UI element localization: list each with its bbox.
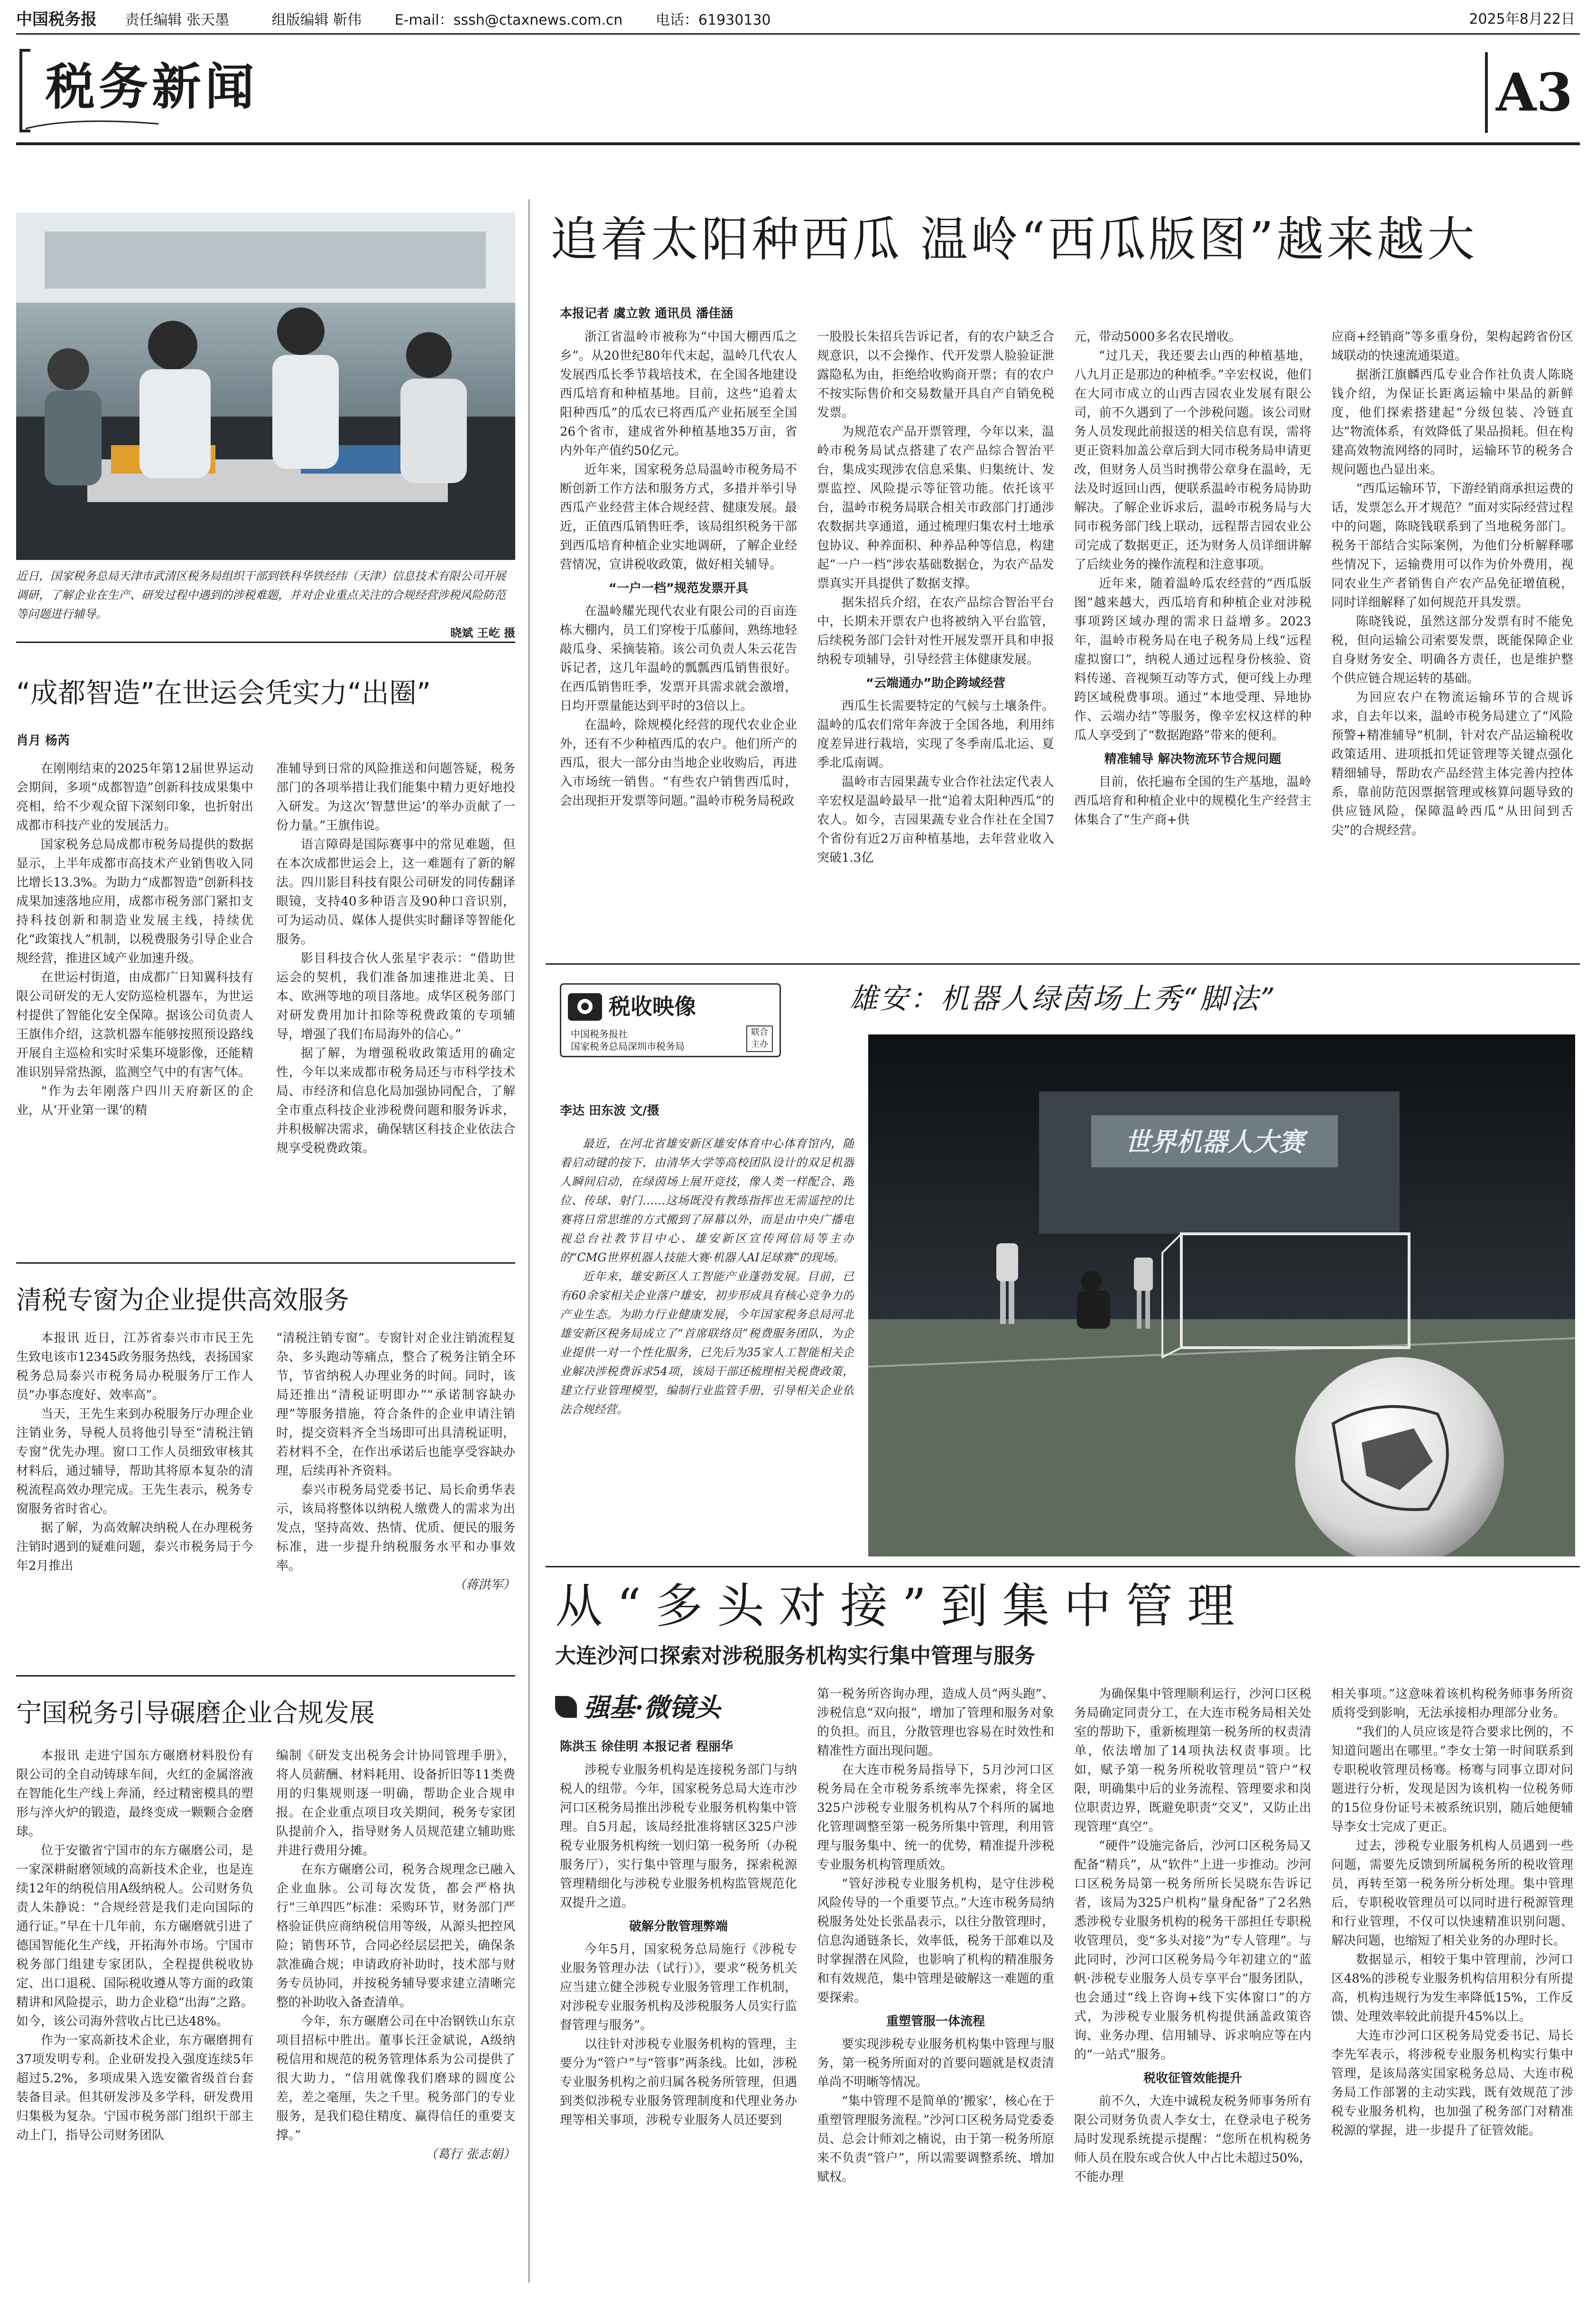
paragraph: 最近，在河北省雄安新区雄安体育中心体育馆内，随着启动键的按下，由清华大学等高校团队设计的双足机器人瞬间启动，在绿茵场上展开竞技，像人类一样配合、跑位、传球、射门……这场既没有教练指挥也无需遥控的比赛将日常思维的方式搬到了屏幕以外，而是由中央广播电视总台社教节目中心、雄安新区宣传网信局等主办的“CMG世界机器人技能大赛·机器人AI足球赛”的现场。 (560, 1137, 854, 1264)
paragraph: 泰兴市税务局党委书记、局长俞勇华表示，该局将整体以纳税人缴费人的需求为出发点，坚持高效、热情、优质、便民的服务标准，进一步提升纳税服务水平和办事效率。 (276, 1483, 515, 1573)
paragraph: 编制《研发支出税务会计协同管理手册》，将人员薪酬、材料耗用、设备折旧等11类费用的归集规则逐一明确，帮助企业合规申报。在企业重点项目攻关期间，税务专家团队提前介入，指导财务人员规范建立辅助账并进行费用分摊。 (276, 1749, 515, 1858)
paragraph: 据了解，为增强税收政策适用的确定性，今年以来成都市税务局还与市科学技术局、市经济和信息化局加强协同配合，了解全市重点科技企业涉税费问题和服务诉求，并积极解决需求，确保辖区科技企业依法合规享受税费政策。 (276, 1046, 515, 1155)
dalian-col2 (817, 1685, 1054, 2282)
paragraph: 要实现涉税专业服务机构集中管理与服务，第一税务所面对的首要问题就是权责清单尚不明晰等情况。 (817, 2037, 1054, 2089)
paragraph: 今年5月，国家税务总局施行《涉税专业服务管理办法（试行）》，要求“税务机关应当建立健全涉税专业服务管理工作机制，对涉税专业服务机构及涉税服务人员实行监督管理与服务”。 (560, 1942, 797, 2032)
photo-column-byline: 李达 田东波 文/摄 (560, 1104, 659, 1118)
photo-column-badge (560, 983, 781, 1057)
paragraph: 过去，涉税专业服务机构人员遇到一些问题，需要先反馈到所属税务所的税收管理员，再转至第一税务所分析处理。集中管理后，专职税收管理员可以同时进行税源管理和行业管理，不仅可以快速精准识别问题、解决问题，也缩短了相关业务的办理时长。 (1331, 1839, 1573, 1948)
main-subhead-3: 精准辅导 解决物流环节合规问题 (1104, 752, 1281, 766)
paragraph: “集中管理不是简单的‘搬家’，核心在于重塑管理服务流程。”沙河口区税务局党委委员、总会计师刘之楠说，由于第一税务所原来不负责“管户”，所以需要调整系统、增加赋权。 (817, 2094, 1054, 2184)
paragraph: 在大连市税务局指导下，5月沙河口区税务局在全市税务系统率先探索，将全区325户涉税专业服务机构从7个科所的属地化管理调整至第一税务所集中管理，利用管理与服务集中、统一的优势，精准提升涉税专业服务机构管理质效。 (817, 1763, 1054, 1872)
main-col2 (817, 327, 1054, 954)
paragraph: 在东方碾磨公司，税务合规理念已融入企业血脉。公司每次发货，都会严格执行“三单四匹”标准：采购环节，财务部门严格验证供应商纳税信用等级，从源头把控风险；销售环节，合同必经层层把关，确保条款准确合规；申请政府补助时，技术部与财务专员协同，并按税务辅导要求建立清晰完整的补助收入备查清单。 (276, 1863, 515, 2010)
paragraph: 浙江省温岭市被称为“中国大棚西瓜之乡”。从20世纪80年代末起，温岭几代农人发展西瓜长季节栽培技术，在全国各地建设西瓜培育和种植基地。目前，这些“追着太阳种西瓜”的瓜农已将西瓜产业拓展至全国26个省市，建成省外种植基地35万亩，省内外年产值约50亿元。 (560, 330, 797, 458)
paragraph: 近年来，雄安新区人工智能产业蓬勃发展。目前，已有60余家相关企业落户雄安，初步形成具有核心竞争力的产业生态。为助力行业健康发展，今年国家税务总局河北雄安新区税务局成立了“首席联络员”税费服务团队，为企业提供一对一个性化服务，已先后为35家人工智能相关企业解决涉税费诉求54项，该局干部还梳理相关税费政策，建立行业管理模型，编制行业监管手册，引导相关企业依法合规经营。 (560, 1270, 854, 1416)
photo-column-label: 税收映像 (609, 994, 696, 1019)
joint-host-stamp: 联合主办 (746, 1025, 773, 1052)
paragraph: “我们的人员应该是符合要求比例的，不知道问题出在哪里。”李女士第一时间联系到专职税收管理员杨骞。杨骞与同事立即对问题进行分析，发现是因为该机构一位税务师的15位身份证号未被系统识别，随后她便辅导李女士完成了更正。 (1331, 1725, 1573, 1834)
ningguo-col1 (16, 1746, 253, 2278)
main-subhead-1: “一户一档”规范发票开具 (608, 581, 749, 596)
paragraph: 在刚刚结束的2025年第12届世界运动会期间，多项“成都智造”创新科技成果集中亮相，给不少观众留下深刻印象，也折射出成都市科技产业的发展活力。 (16, 762, 253, 833)
rule-main-bottom (546, 963, 1580, 965)
rule-left-3 (16, 1675, 515, 1677)
chengdu-title: “成都智造”在世运会凭实力“出圈” (16, 677, 431, 709)
layout-editor-credit: 组版编辑 靳伟 (271, 12, 362, 28)
photo-tianjin-caption (16, 567, 515, 643)
paragraph: 国家税务总局成都市税务局提供的数据显示，上半年成都市高技术产业销售收入同比增长13.3%。为助力“成都智造”创新科技成果加速落地应用，成都市税务部门紧扣支持科技创新和制造业发展主线，持续优化“政策找人”机制，以税费服务引导企业合规经营，推进区域产业加速升级。 (16, 838, 253, 966)
paragraph: 目前，依托遍布全国的生产基地，温岭西瓜培育和种植企业中的规模化生产经营主体集合了“生产商+供 (1074, 775, 1311, 827)
paragraph: 西瓜生长需要特定的气候与土壤条件。温岭的瓜农们常年奔波于全国各地，利用纬度差异进行栽培，实现了冬季南瓜北运、夏季北瓜南调。 (817, 699, 1054, 770)
main-subhead-2: “云端通办”助企跨域经营 (865, 676, 1006, 690)
paragraph: 前不久，大连中诚税友税务师事务所有限公司财务负责人李女士，在登录电子税务局时发现系统提示提醒：“您所在机构税务师人员在股东或合伙人中占比未超过50%，不能办理 (1074, 2094, 1311, 2184)
dalian-subhead-1: 破解分散管理弊端 (629, 1919, 728, 1934)
rule-left-2 (16, 1262, 515, 1264)
paragraph: 为规范农产品开票管理，今年以来，温岭市税务局试点搭建了农产品综合智治平台，集成实现涉农信息采集、归集统计、发票监控、风险提示等征管功能。依托该平台，温岭市税务局联合相关市政部门打通涉农数据共享通道，通过梳理归集农村土地承包协议、种养面积、种养品种等信息，构建起“一户一档”涉农基础数据仓，为农产品发票真实开具提供了数据支撑。 (817, 425, 1054, 591)
chengdu-col2 (276, 759, 515, 1234)
paragraph: 据浙江旗麟西瓜专业合作社负责人陈晓钱介绍，为保证长距离运输中果品的新鲜度，他们探索搭建起“分级包装、冷链直达”物流体系，有效降低了果品损耗。但在构建高效物流网络的同时，运输环节的税务合规问题也凸显出来。 (1331, 368, 1573, 477)
paper-name: 中国税务报 (16, 10, 97, 29)
dalian-subhead-2: 重塑管服一体流程 (886, 2014, 985, 2029)
dalian-column-label: 强基·微镜头 (584, 1692, 721, 1723)
section-title: 税务新闻 (46, 57, 259, 116)
dalian-headline: 从“多头对接”到集中管理 (555, 1578, 1249, 1634)
paragraph: 第一税务所咨询办理，造成人员“两头跑”、涉税信息“双向报”，增加了管理和服务对象的负担。而且，分散管理也容易在时效性和精准性方面出现问题。 (817, 1687, 1054, 1758)
paragraph: 当天，王先生来到办税服务厅办理企业注销业务，导税人员将他引导至“清税注销专窗”优先办理。窗口工作人员细致审核其材料后，通过辅导，帮助其将原本复杂的清税流程高效办理完成。王先生表示，税务专窗服务省时省心。 (16, 1407, 253, 1516)
page-number-box (1485, 52, 1581, 133)
dalian-col3 (1074, 1685, 1311, 2282)
paragraph: 据了解，为高效解决纳税人在办理税务注销时遇到的疑难问题，泰兴市税务局于今年2月推出 (16, 1521, 253, 1573)
paragraph: 今年，东方碾磨公司在中冶钢铁山东京项目招标中胜出。董事长汪金斌说，A级纳税信用和规范的税务管理体系为公司提供了很大助力，“信用就像我们磨球的圆度公差，差之毫厘，失之千里。税务部门的专业服务，是我们稳住精度、赢得信任的重要支撑。” (276, 2014, 515, 2143)
paragraph: 涉税专业服务机构是连接税务部门与纳税人的纽带。今年，国家税务总局大连市沙河口区税务局推出涉税专业服务机构集中管理。自5月起，该局经批准将辖区325户涉税专业服务机构统一划归第一税务所（办税服务厅），实行集中管理与服务，探索税源管理精细化与涉税专业服务机构监管规范化双提升之道。 (560, 1763, 797, 1910)
photo-tianjin-inspection (16, 213, 515, 560)
main-col1 (560, 327, 797, 954)
paragraph: 据朱招兵介绍，在农产品综合智治平台中，长期未开票农户也将被纳入平台监管，后续税务部门会针对性开展发票开具和申报纳税专项辅导，引导经营主体健康发展。 (817, 596, 1054, 667)
photo-column-title: 雄安：机器人绿茵场上秀“脚法” (849, 982, 1277, 1015)
qingshui-title: 清税专窗为企业提供高效服务 (16, 1285, 349, 1315)
paragraph: “西瓜运输环节，下游经销商承担运费的话，发票怎么开才规范？”面对实际经营过程中的问题，陈晓钱联系到了当地税务部门。税务干部结合实际案例，为他们分析解释哪些情况下，运输费用可以作为价外费用，视同农业生产者销售自产农产品免征增值税，同时详细解释了如何规范开具发票。 (1331, 482, 1573, 610)
paragraph: “硬件”设施完备后，沙河口区税务局又配备“精兵”，从“软件”上进一步推动。沙河口区税务局第一税务所所长吴晓东告诉记者，该局为325户机构“量身配备”了2名熟悉涉税专业服务机构的税务干部担任专职税收管理员，变“多头对接”为“专人管理”。与此同时，沙河口区税务局今年初建立的“蓝帆·涉税专业服务人员专享平台”服务团队，也会通过“线上咨询+线下实体窗口”的方式，为涉税专业服务机构提供涵盖政策咨询、业务办理、信用辅导、诉求响应等在内的“一站式”服务。 (1074, 1839, 1311, 2062)
paragraph: 近年来，随着温岭瓜农经营的“西瓜版图”越来越大，西瓜培育和种植企业对涉税事项跨区域办理的需求日益增多。2023年，温岭市税务局在电子税务局上线“远程虚拟窗口”，纳税人通过远程身份核验、资料传递、音视频互动等方式，便可线上办理跨区域税费事项。通过“本地受理、异地协作、云端办结”等服务，像辛宏权这样的种瓜人享受到了“数据跑路”带来的便利。 (1074, 577, 1311, 743)
main-byline: 本报记者 虞立敦 通讯员 潘佳涵 (560, 307, 733, 321)
dalian-col1 (560, 1761, 797, 2282)
screen-text: 世界机器人大赛 (1125, 1127, 1304, 1157)
camera-icon (568, 993, 602, 1021)
paragraph: 元，带动5000多名农民增收。 (1074, 330, 1242, 344)
issue-date: 2025年8月22日 (1469, 11, 1575, 28)
paragraph: 作为一家高新技术企业，东方碾磨拥有37项发明专利。企业研发投入强度连续5年超过5.2%，多项成果入选安徽省级首台套装备目录。但其研发涉及多学科，研发费用归集极为复杂。宁国市税务部门组织干部主动上门，指导公司财务团队 (16, 2033, 253, 2143)
dalian-col4 (1331, 1685, 1573, 2282)
photo-robot-football (868, 1034, 1575, 1556)
main-headline: 追着太阳种西瓜 温岭“西瓜版图”越来越大 (550, 212, 1478, 267)
editor-credit: 责任编辑 张天墨 (125, 12, 230, 28)
paragraph: 应商+经销商”等多重身份，架构起跨省份区域联动的快速流通渠道。 (1331, 330, 1573, 363)
paragraph: 语言障碍是国际赛事中的常见难题，但在本次成都世运会上，这一难题有了新的解法。四川影目科技有限公司研发的同传翻译眼镜，支持40多种语言及90种口音识别，可为运动员、媒体人提供实时翻译等智能化服务。 (276, 838, 515, 947)
paragraph: 温岭市吉园果蔬专业合作社法定代表人辛宏权是温岭最早一批“追着太阳种西瓜”的农人。如今，吉园果蔬专业合作社在全国7个省份有近2万亩种植基地，去年营业收入突破1.3亿 (817, 775, 1054, 865)
qingshui-col1 (16, 1329, 253, 1656)
paragraph: “清税注销专窗”。专窗针对企业注销流程复杂、多头跑动等痛点，整合了税务注销全环节，节省纳税人办理业务的时间。同时，该局还推出“清税证明即办”“承诺制容缺办理”等服务措施，符合条件的企业申请注销时，提交资料齐全当场即可出具清税证明，若材料不全，在作出承诺后也能享受容缺办理，后续再补齐资料。 (276, 1331, 515, 1478)
paragraph: 在世运村街道，由成都广日知翼科技有限公司研发的无人安防巡检机器车，为世运村提供了智能化安全保障。据该公司负责人王旗伟介绍，这款机器车能够按照预设路线开展自主巡检和实时采集环境影像，还能精准识别异常热源，监测空气中的有害气体。 (16, 970, 253, 1080)
email-contact: E-mail：sssh@ctaxnews.com.cn (394, 12, 623, 28)
phone-contact: 电话：61930130 (655, 12, 771, 28)
paragraph: 数据显示，相较于集中管理前，沙河口区48%的涉税专业服务机构信用积分有所提高，机构违规行为发生率降低15%，工作反馈、处理效率较此前提升45%以上。 (1331, 1953, 1573, 2024)
paragraph: 相关事项。”这意味着该机构税务师事务所资质将受到影响，无法承接相办理部分业务。 (1331, 1687, 1573, 1720)
dalian-subtitle: 大连沙河口探索对涉税服务机构实行集中管理与服务 (555, 1644, 1035, 1668)
masthead-top-line (16, 9, 1580, 30)
masthead-rule-bottom (16, 142, 1580, 145)
ningguo-credit: （葛行 张志娟） (425, 2147, 515, 2161)
qingshui-credit: （蒋洪军） (453, 1578, 515, 1592)
ningguo-col2 (276, 1746, 515, 2278)
paragraph: 近年来，国家税务总局温岭市税务局不断创新工作方法和服务方式，多措并举引导西瓜产业经营主体合规经营、健康发展。最近，正值西瓜销售旺季，该局组织税务干部到西瓜培育种植企业实地调研，了解企业经营情况，宣讲税收政策，做好相关辅导。 (560, 463, 797, 572)
main-col3 (1074, 327, 1311, 954)
paragraph: 一股股长朱招兵告诉记者，有的农户缺乏合规意识，以不会操作、代开发票人脸验证泄露隐私为由，拒绝给收购商开票；有的农户不按实际售价和交易数量开具自产自销免税发票。 (817, 330, 1054, 420)
dalian-subhead-3: 税收征管效能提升 (1143, 2071, 1242, 2086)
paragraph: 以往针对涉税专业服务机构的管理，主要分为“管户”与“管事”两条线。比如，涉税专业服务机构之前归属各税务所管理，但遇到类似涉税专业服务管理制度和代理业务办理等相关事项，涉税专业服务人员还要到 (560, 2037, 797, 2127)
dalian-byline: 陈洪玉 徐佳明 本报记者 程丽华 (560, 1740, 733, 1754)
main-col4 (1331, 327, 1573, 954)
chengdu-byline: 肖月 杨芮 (16, 734, 70, 748)
dalian-column-badge (555, 1689, 792, 1725)
masthead-rule-top (16, 33, 1580, 35)
rule-left-1 (16, 642, 515, 643)
paragraph: 在温岭耀光现代农业有限公司的百亩连栋大棚内，员工们穿梭于瓜藤间，熟练地轻敲瓜身、采摘装箱。该公司负责人朱云花告诉记者，这几年温岭的瓢瓢西瓜销售很好。在西瓜销售旺季，发票开具需求就会激增，日均开票量能达到平时的3倍以上。 (560, 604, 797, 713)
paragraph: “过几天，我还要去山西的种植基地，八九月正是那边的种植季。”辛宏权说，他们在大同市成立的山西吉园农业发展有限公司，前不久遇到了一个涉税问题。该公司财务人员发现此前报送的相关信息有误，需将更正资料加盖公章后到大同市税务局申请更改，但财务人员当时携带公章身在温岭，无法及时返回山西，便联系温岭市税务局协助解决。了解企业诉求后，温岭市税务局与大同市税务部门线上联动，远程帮吉园农业公司完成了数据更正，还为财务人员详细讲解了后续业务的操作流程和注意事项。 (1074, 349, 1311, 572)
paragraph: 影目科技合伙人张星宇表示：“借助世运会的契机，我们准备加速推进北美、日本、欧洲等地的项目落地。成华区税务部门对研发费用加计扣除等税费政策的专项辅导，增强了我们布局海外的信心。” (276, 951, 515, 1042)
paragraph: 位于安徽省宁国市的东方碾磨公司，是一家深耕耐磨领域的高新技术企业，也是连续12年的纳税信用A级纳税人。公司财务负责人朱静说：“合规经营是我们走向国际的通行证。”早在十几年前，东方碾磨就引进了德国智能化生产线，开拓海外市场。宁国市税务部门组建专家团队，全程提供税收协定、出口退税、国际税收遵从等方面的政策精讲和风险提示，助力企业稳“出海”之路。如今，该公司海外营收占比已达48%。 (16, 1844, 253, 2029)
paragraph: 本报讯 走进宁国东方碾磨材料股份有限公司的全自动铸球车间，火红的金属溶液在智能化生产线上奔涌，经过精密模具的塑形与淬火炉的锻造，最终变成一颗颗合金磨球。 (16, 1749, 253, 1839)
paragraph: “作为去年刚落户四川天府新区的企业，从‘开业第一课’的精 (16, 1084, 253, 1118)
rule-photo-bottom (546, 1566, 1580, 1567)
paragraph: 本报讯 近日，江苏省泰兴市市民王先生致电该市12345政务服务热线，表扬国家税务总局泰兴市税务局办税服务厅工作人员“办事态度好、效率高”。 (16, 1331, 253, 1402)
photo-tianjin-caption-text: 近日，国家税务总局天津市武清区税务局组织干部到铁科华铁经纬（天津）信息技术有限公司开展调研，了解企业在生产、研发过程中遇到的涉税难题，并对企业重点关注的合规经营涉税风险防范等问题进行辅导。 (16, 569, 506, 621)
photo-tianjin-credit: 晓斌 王屹 摄 (450, 626, 515, 640)
chengdu-col1 (16, 759, 253, 1234)
page-number: A3 (1496, 62, 1573, 123)
paragraph: “管好涉税专业服务机构，是守住涉税风险传导的一个重要节点。”大连市税务局纳税服务处处长张晶表示，以往分散管理时，信息沟通链条长，效率低，税务干部难以及时掌握潜在风险，也影响了机构的精准服务和有效规范，集中管理是破解这一难题的重要探索。 (817, 1877, 1054, 2005)
paragraph: 在温岭，除规模化经营的现代农业企业外，还有不少种植西瓜的农户。他们所产的西瓜，很大一部分由当地企业收购后，再进入市场统一销售。“有些农户销售西瓜时，会出现拒开发票等问题。”温岭市税务局税政 (560, 718, 797, 808)
photo-column-text (560, 1134, 854, 1556)
paragraph: 为回应农户在物流运输环节的合规诉求，自去年以来，温岭市税务局建立了“风险预警+精准辅导”机制，针对农产品运输税收政策适用、进项抵扣凭证管理等关键点强化精细辅导，帮助农产品经营主体完善内控体系，靠前防范因票据管理或核算问题导致的供应链风险，保障温岭西瓜“从田间到舌尖”的合规经营。 (1331, 690, 1573, 838)
leaf-icon (555, 1696, 577, 1718)
paragraph: 陈晓钱说，虽然这部分发票有时不能免税，但向运输公司索要发票，既能保障企业自身财务安全、明确各方责任，也是维护整个供应链合规运转的基础。 (1331, 615, 1573, 686)
qingshui-col2 (276, 1329, 515, 1656)
sponsor-1: 中国税务报社 (571, 1028, 628, 1040)
ningguo-title: 宁国税务引导碾磨企业合规发展 (16, 1698, 375, 1728)
paragraph: 大连市沙河口区税务局党委书记、局长李先军表示，将涉税专业服务机构实行集中管理，是该局落实国家税务总局、大连市税务局工作部署的主动实践，既有效规范了涉税专业服务机构，也加强了税务部门对精准税源的掌握，进一步提升了征管效能。 (1331, 2029, 1573, 2138)
sponsor-2: 国家税务总局深圳市税务局 (571, 1041, 685, 1052)
paragraph: 为确保集中管理顺利运行，沙河口区税务局确定同责分工，在大连市税务局相关处室的帮助下，重新梳理第一税务所的权责清单，依法增加了14项执法权责事项。比如，赋予第一税务所税收管理员“管户”权限，明确集中后的业务流程、管理要求和岗位职责边界，既避免职责“交叉”，又防止出现管理“真空”。 (1074, 1687, 1311, 1834)
paragraph: 准辅导到日常的风险推送和问题答疑，税务部门的各项举措让我们能集中精力更好地投入研发。为这次‘智慧世运’的举办贡献了一份力量。”王旗伟说。 (276, 762, 515, 833)
